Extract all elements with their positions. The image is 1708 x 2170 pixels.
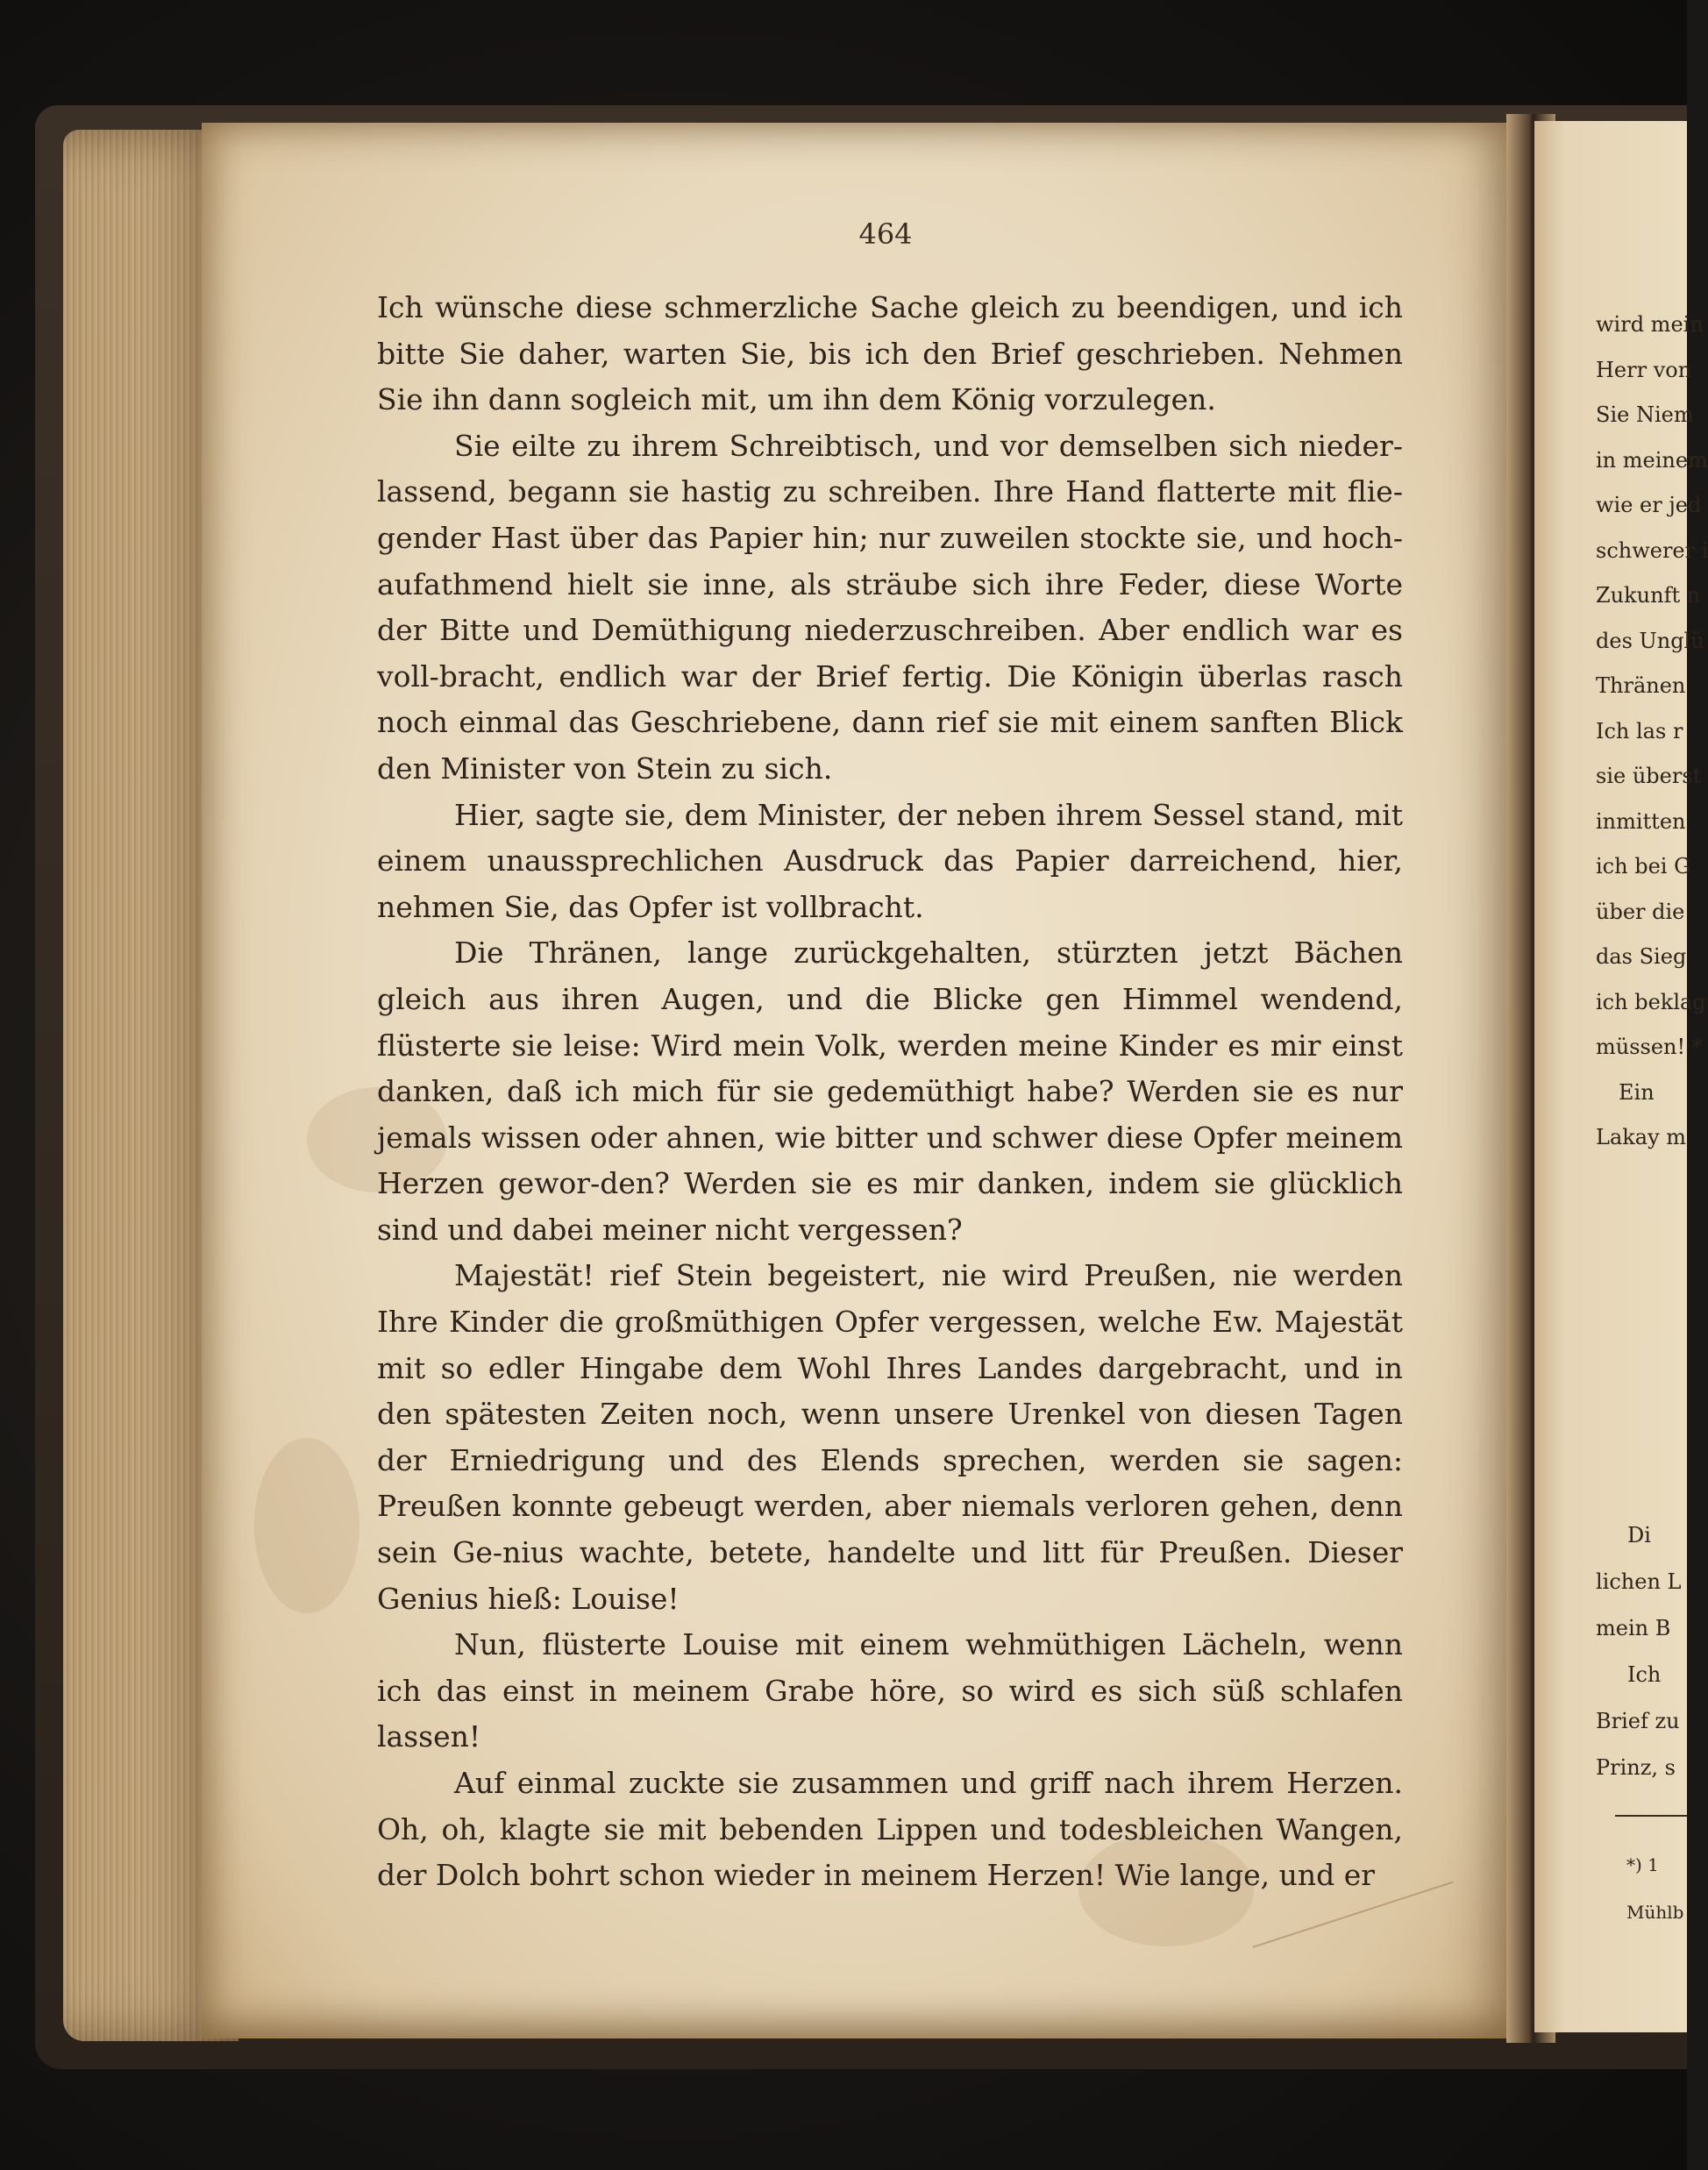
paragraph: Auf einmal zuckte sie zusammen und griff nach ihrem Herzen. Oh, oh, klagte sie mit bebenden Lippen und todesbleichen Wangen, der Dolch bohrt schon wieder in meinem Herzen! Wie lange, und er bbox=[377, 1766, 1403, 1893]
paragraph: Nun, flüsterte Louise mit einem wehmüthigen Lächeln, wenn ich das einst in meinem Grabe höre, so wird es sich süß schlafen lassen! bbox=[377, 1627, 1403, 1754]
paper-stain bbox=[254, 1438, 359, 1613]
right-line: ich bei G bbox=[1596, 854, 1691, 879]
right-line: Zukunft n bbox=[1596, 583, 1701, 608]
right-line: Brief zu bbox=[1596, 1709, 1680, 1733]
right-line: Herr von bbox=[1596, 357, 1692, 382]
footnote-rule bbox=[1615, 1815, 1687, 1817]
right-line: ich beklag bbox=[1596, 989, 1706, 1014]
paragraph: Hier, sagte sie, dem Minister, der neben ihrem Sessel stand, mit einem unaussprechlichen Ausdruck das Papier darreichend, hier, nehmen Sie, das Opfer ist vollbracht. bbox=[377, 797, 1403, 924]
paragraph: Sie eilte zu ihrem Schreibtisch, und vor demselben sich nieder-lassend, begann sie hastig zu schreiben. Ihre Hand flatterte mit flie-gender Hast über das Papier hin; nur zuweilen stockte sie, und hoch-aufathmend hielt sie inne, als sträube sich ihre Feder, diese Worte der Bitte und Demüthigung niederzuschreiben. Aber endlich war es voll-bracht, endlich war der Brief fertig. Die Königin überlas rasch noch einmal das Geschriebene, dann rief sie mit einem sanften Blick den Minister von Stein zu sich. bbox=[377, 428, 1403, 786]
right-line: schwerer i bbox=[1596, 537, 1708, 563]
page-number: 464 bbox=[858, 217, 913, 251]
right-line: Ich bbox=[1627, 1662, 1662, 1687]
right-line: müssen! * bbox=[1596, 1035, 1703, 1059]
right-line: Ein bbox=[1619, 1079, 1655, 1105]
right-line: über die bbox=[1596, 899, 1685, 924]
right-line: Prinz, s bbox=[1596, 1755, 1676, 1780]
right-line: des Unglü bbox=[1596, 628, 1704, 653]
right-page-text bbox=[1596, 302, 1708, 1161]
paragraph: Die Thränen, lange zurückgehalten, stürzten jetzt Bächen gleich aus ihren Augen, und die Blicke gen Himmel wendend, flüsterte sie leise: Wird mein Volk, werden meine Kinder es mir einst danken, daß ich mich für sie gedemüthigt habe? Werden sie es nur jemals wissen oder ahnen, wie bitter und schwer diese Opfer meinem Herzen gewor-den? Werden sie es mir danken, indem sie glücklich sind und dabei meiner nicht vergessen? bbox=[377, 936, 1403, 1247]
footnote-line: *) 1 bbox=[1626, 1854, 1659, 1875]
right-line: inmitten bbox=[1596, 808, 1686, 834]
paragraph: Majestät! rief Stein begeistert, nie wird Preußen, nie werden Ihre Kinder die großmüthigen Opfer vergessen, welche Ew. Majestät mit so edler Hingabe dem Wohl Ihres Landes dargebracht, und in den spätesten Zeiten noch, wenn unsere Urenkel von diesen Tagen der Erniedrigung und des Elends sprechen, werden sie sagen: Preußen konnte gebeugt werden, aber niemals verloren gehen, denn sein Ge-nius wachte, betete, handelte und litt für Preußen. Dieser Genius hieß: Louise! bbox=[377, 1258, 1403, 1616]
right-line: das Sieg bbox=[1596, 944, 1687, 969]
footnote-line: Mühlb bbox=[1626, 1902, 1684, 1923]
right-page-text-lower bbox=[1596, 1512, 1687, 1791]
right-line: sie überst bbox=[1596, 764, 1702, 788]
right-line: Lakay m bbox=[1596, 1125, 1687, 1149]
right-line: Sie Niem bbox=[1596, 402, 1694, 427]
right-line: Ich las r bbox=[1596, 718, 1683, 743]
right-line: mein B bbox=[1596, 1616, 1671, 1640]
right-line: Di bbox=[1627, 1523, 1651, 1547]
right-line: wird mein bbox=[1596, 312, 1704, 337]
body-text bbox=[377, 285, 1403, 1899]
paragraph: Ich wünsche diese schmerzliche Sache gleich zu beendigen, und ich bitte Sie daher, warten Sie, bis ich den Brief geschrieben. Nehmen Sie ihn dann sogleich mit, um ihn dem König vorzulegen. bbox=[377, 290, 1403, 417]
right-line: in meinem bbox=[1596, 447, 1708, 473]
right-line: wie er jed bbox=[1596, 493, 1702, 517]
right-line: lichen L bbox=[1596, 1569, 1682, 1594]
right-line: Thränen bbox=[1596, 673, 1686, 698]
right-footnote bbox=[1626, 1841, 1688, 1936]
